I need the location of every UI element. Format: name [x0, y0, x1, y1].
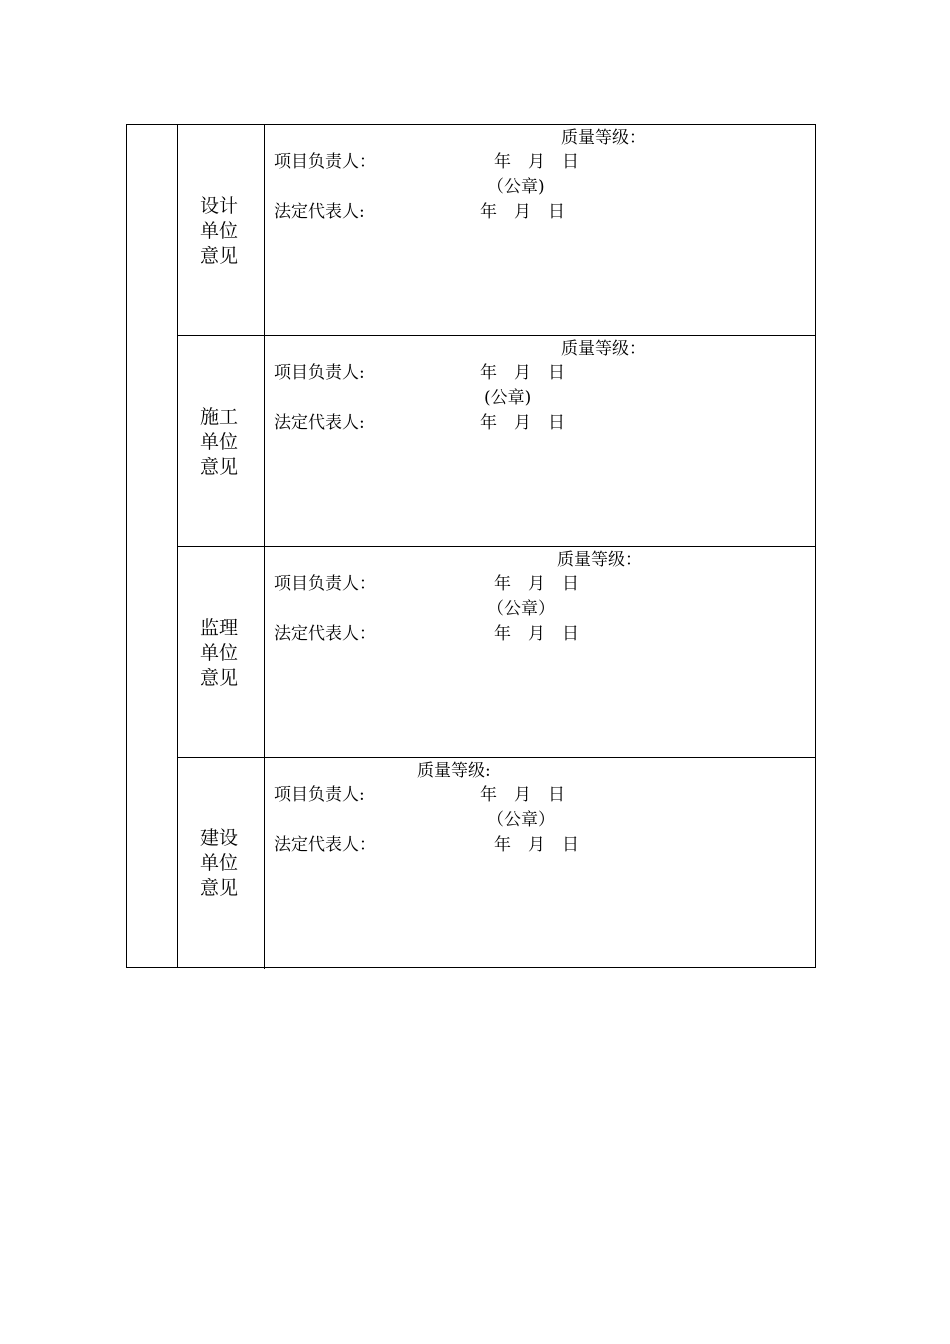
project-lead-label: 项目负责人: — [274, 363, 365, 383]
approval-form-table — [126, 124, 816, 968]
project-lead-label: 项目负责人： — [274, 574, 376, 594]
date-line-1: 年 月 日 — [480, 363, 565, 383]
section-construction-unit — [178, 336, 815, 547]
section-label-cell — [178, 125, 265, 335]
opinion-content-cell — [265, 547, 815, 757]
date-line-1: 年 月 日 — [494, 574, 579, 594]
section-label: 建设 单位 意见 — [200, 827, 239, 899]
opinion-content-cell — [265, 125, 815, 335]
section-design-unit — [178, 125, 815, 336]
legal-rep-label: 法定代表人: — [274, 413, 365, 433]
quality-grade-label: 质量等级： — [557, 550, 642, 570]
opinion-content-cell — [265, 758, 815, 969]
legal-rep-label: 法定代表人: — [274, 202, 365, 222]
left-blank-column — [127, 125, 178, 967]
quality-grade-label: 质量等级： — [561, 339, 646, 359]
quality-grade-label: 质量等级： — [561, 128, 646, 148]
seal-label: (公章) — [484, 388, 532, 408]
section-supervision-unit — [178, 547, 815, 758]
seal-label: （公章） — [487, 810, 555, 830]
date-line-2: 年 月 日 — [494, 835, 579, 855]
seal-label: （公章） — [487, 599, 555, 619]
quality-grade-label: 质量等级: — [417, 761, 491, 781]
seal-label: （公章) — [487, 177, 545, 197]
date-line-1: 年 月 日 — [480, 785, 565, 805]
date-line-1: 年 月 日 — [494, 152, 579, 172]
legal-rep-label: 法定代表人： — [274, 835, 376, 855]
date-line-2: 年 月 日 — [494, 624, 579, 644]
date-line-2: 年 月 日 — [480, 202, 565, 222]
section-label: 监理 单位 意见 — [200, 617, 239, 689]
section-label-cell — [178, 336, 265, 546]
date-line-2: 年 月 日 — [480, 413, 565, 433]
section-label-cell — [178, 547, 265, 757]
section-owner-unit — [178, 758, 815, 969]
project-lead-label: 项目负责人: — [274, 785, 365, 805]
project-lead-label: 项目负责人： — [274, 152, 376, 172]
section-label: 施工 单位 意见 — [200, 406, 239, 478]
opinion-content-cell — [265, 336, 815, 546]
legal-rep-label: 法定代表人： — [274, 624, 376, 644]
section-label: 设计 单位 意见 — [200, 195, 239, 267]
section-label-cell — [178, 758, 265, 969]
